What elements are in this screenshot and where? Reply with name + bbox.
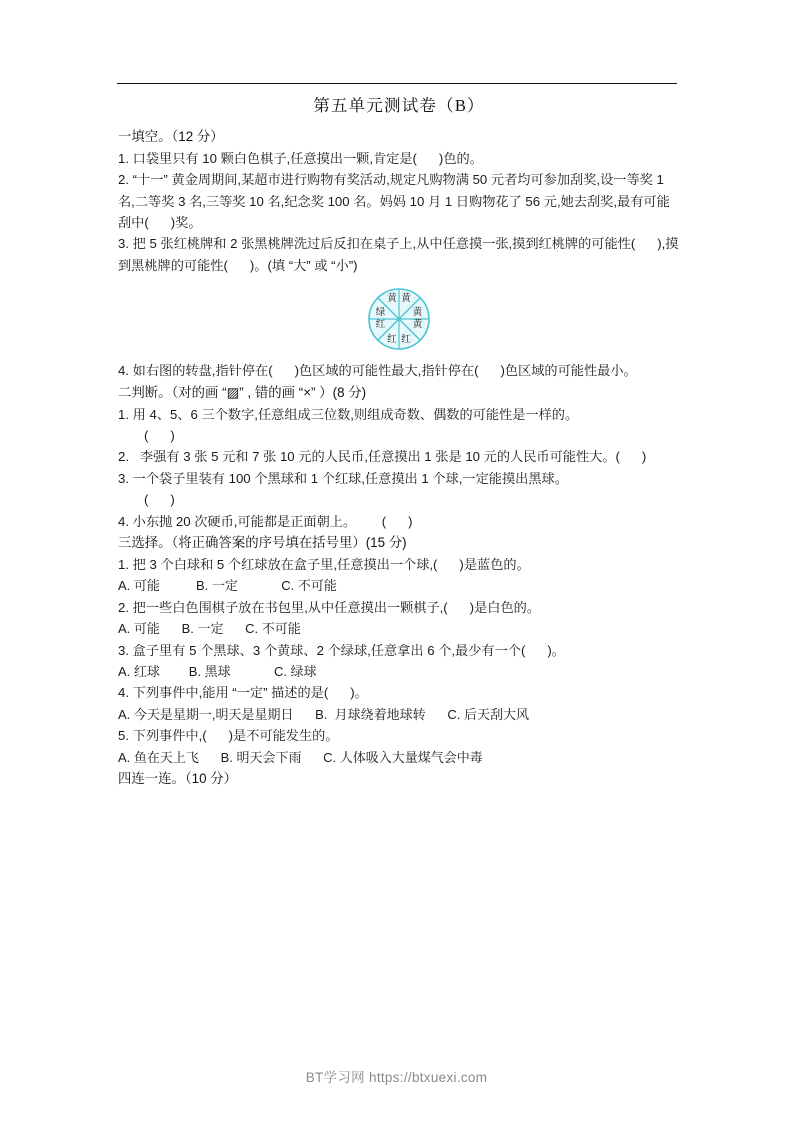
spinner-label-left-upper: 绿 [375, 307, 386, 319]
choice-question-3: 3. 盒子里有 5 个黑球、3 个黄球、2 个绿球,任意拿出 6 个,最少有一个( )。 [118, 642, 565, 658]
spinner-label-top-left: 黄 [387, 293, 397, 305]
judge-question-3: 3. 一个袋子里装有 100 个黑球和 1 个红球,任意摸出 1 个球,一定能摸出黑球。 [118, 470, 568, 486]
section-heading-choice: 三选择。（将正确答案的序号填在括号里）(15 分) [118, 535, 407, 551]
spinner-label-right-upper: 黄 [412, 307, 423, 319]
header-divider [117, 83, 677, 84]
spinner-label-left-lower: 红 [375, 319, 386, 331]
judge-question-1-answer-blank: ( ) [144, 428, 175, 443]
section-heading-judge: 二判断。（对的画 “▨” , 错的画 “×” ）(8 分) [118, 384, 367, 400]
spinner-figure-container [118, 287, 680, 351]
spinner-label-top-right: 黄 [401, 293, 411, 305]
spinner-label-bottom-right: 红 [401, 334, 411, 346]
spinner-label-bottom-left: 红 [387, 334, 397, 346]
page-title: 第五单元测试卷（B） [313, 96, 485, 115]
choice-question-5: 5. 下列事件中,( )是不可能发生的。 [118, 728, 339, 744]
choice-question-2: 2. 把一些白色围棋子放在书包里,从中任意摸出一颗棋子,( )是白色的。 [118, 599, 541, 615]
fill-in-question-3: 3. 把 5 张红桃牌和 2 张黑桃牌洗过后反扣在桌子上,从中任意摸一张,摸到红桃牌的可能性( ),摸到黑桃牌的可能性( )。(填 “大” 或 “小”) [118, 236, 679, 273]
footer-watermark: BT学习网 https://btxuexi.com [305, 1070, 488, 1085]
choice-question-2-options: A. 可能 B. 一定 C. 不可能 [118, 621, 301, 637]
fill-in-question-4: 4. 如右图的转盘,指针停在( )色区域的可能性最大,指针停在( )色区域的可能性最小。 [118, 363, 637, 379]
judge-question-3-answer-blank: ( ) [144, 492, 175, 508]
fill-in-question-1: 1. 口袋里只有 10 颗白色棋子,任意摸出一颗,肯定是( )色的。 [118, 150, 483, 166]
judge-question-2: 2. 李强有 3 张 5 元和 7 张 10 元的人民币,任意摸出 1 张是 10 元的人民币可能性大。( ) [118, 449, 647, 465]
choice-question-4: 4. 下列事件中,能用 “一定” 描述的是( )。 [118, 685, 368, 701]
choice-question-3-options: A. 红球 B. 黑球 C. 绿球 [118, 664, 317, 680]
choice-question-5-options: A. 鱼在天上飞 B. 明天会下雨 C. 人体吸入大量煤气会中毒 [118, 749, 483, 765]
judge-question-1: 1. 用 4、5、6 三个数字,任意组成三位数,则组成奇数、偶数的可能性是一样的。 [118, 406, 579, 422]
spinner-label-right-lower: 黄 [412, 319, 423, 331]
choice-question-1-options: A. 可能 B. 一定 C. 不可能 [118, 578, 337, 594]
spinner-wheel-icon [367, 287, 431, 351]
choice-question-4-options: A. 今天是星期一,明天是星期日 B. 月球绕着地球转 C. 后天刮大风 [118, 706, 529, 722]
section-heading-fill-in: 一填空。（12 分） [118, 128, 224, 144]
fill-in-question-2: 2. “十一” 黄金周期间,某超市进行购物有奖活动,规定凡购物满 50 元者均可参加刮奖,设一等奖 1 名,二等奖 3 名,三等奖 10 名,纪念奖 100 名。妈妈 10 月 1 日购物花了 56 元,她去刮奖,最有可能刮中( )奖。 [118, 172, 670, 230]
choice-question-1: 1. 把 3 个白球和 5 个红球放在盒子里,任意摸出一个球,( )是蓝色的。 [118, 557, 530, 573]
document-body [118, 94, 680, 790]
judge-question-4: 4. 小东抛 20 次硬币,可能都是正面朝上。 ( ) [118, 513, 413, 529]
section-heading-match: 四连一连。（10 分） [118, 771, 238, 787]
